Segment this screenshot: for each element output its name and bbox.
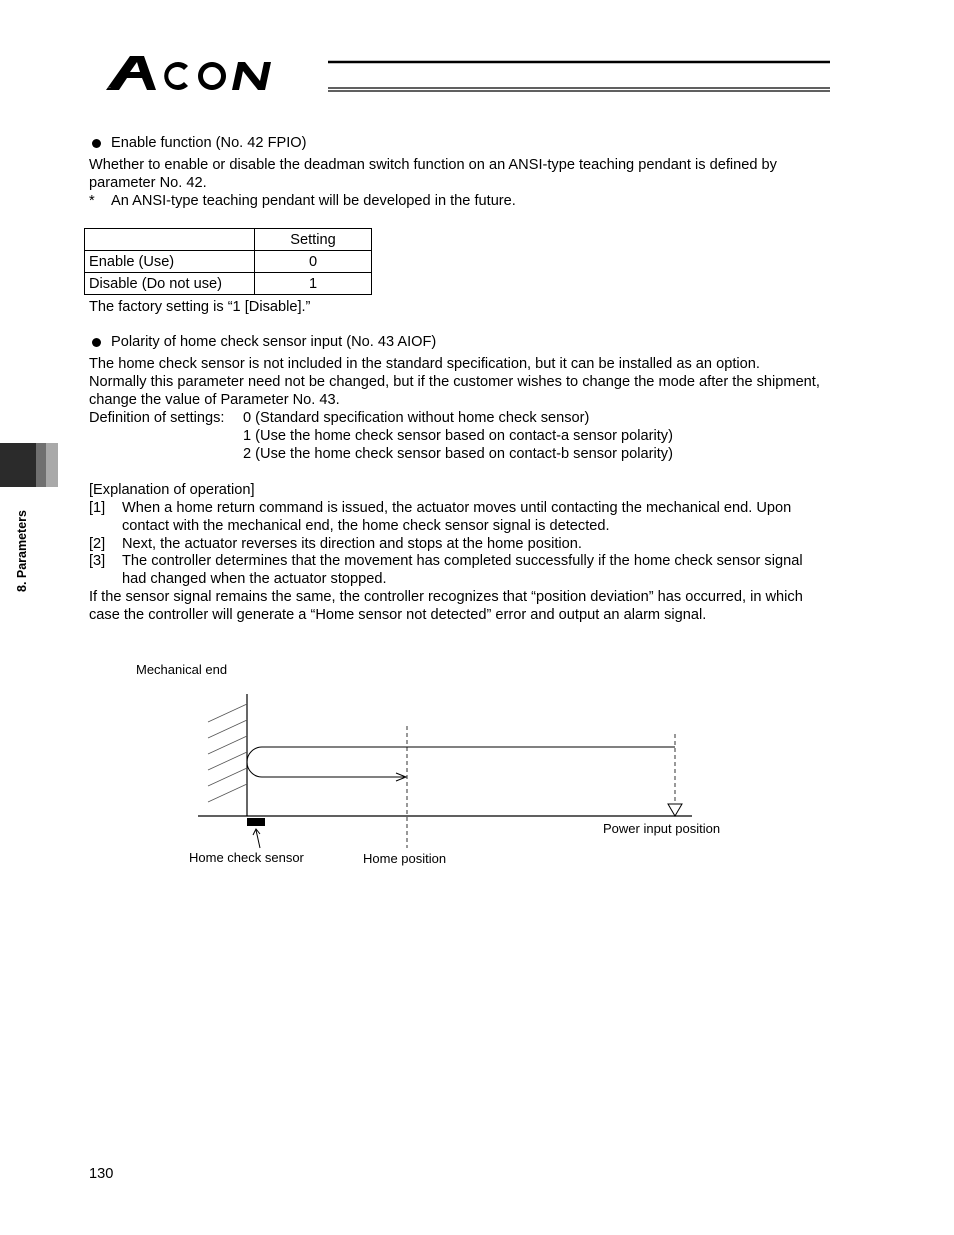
table-cell-value: 1 [255,273,372,295]
side-tab-stripe [36,443,46,487]
paragraph-line: The home check sensor is not included in the standard specification, but it can be installed as an option. [89,356,760,372]
table-cell-label: Disable (Do not use) [85,273,255,295]
definition-option: 0 (Standard specification without home check sensor) [243,410,590,426]
section-heading: Polarity of home check sensor input (No. 43 AIOF) [111,334,437,350]
note-text: An ANSI-type teaching pendant will be developed in the future. [111,193,516,209]
note-mark: * [89,193,95,209]
definition-option: 2 (Use the home check sensor based on contact-b sensor polarity) [243,446,673,462]
definition-label: Definition of settings: [89,410,225,426]
table-cell [85,229,255,251]
table-cell-value: 0 [255,251,372,273]
table-cell-label: Enable (Use) [85,251,255,273]
table-header-row [85,229,372,251]
step-text: contact with the mechanical end, the home check sensor signal is detected. [122,518,610,534]
explanation-title: [Explanation of operation] [89,482,255,498]
bullet-icon [92,139,101,148]
section-heading: Enable function (No. 42 FPIO) [111,135,307,151]
page-number: 130 [89,1166,114,1182]
setting-table [84,228,372,295]
acon-logo [100,48,840,98]
paragraph-line: parameter No. 42. [89,175,207,191]
step-number: [1] [89,500,106,516]
step-text: Next, the actuator reverses its direction and stops at the home position. [122,536,582,552]
table-row [85,273,372,295]
side-tab-stripe-light [46,443,58,487]
closing-text: case the controller will generate a “Home sensor not detected” error and output an alarm signal. [89,607,707,623]
step-number: [3] [89,553,106,569]
table-header-setting: Setting [255,229,372,251]
home-check-sensor-label: Home check sensor [189,850,304,865]
mechanical-end-label: Mechanical end [136,662,228,677]
home-position-label: Home position [363,851,447,866]
power-input-position-label: Power input position [603,821,721,836]
closing-text: If the sensor signal remains the same, the controller recognizes that “position deviation” has occurred, in which [89,589,803,605]
factory-note: The factory setting is “1 [Disable].” [89,299,311,315]
side-tab-block [0,443,36,487]
step-text: had changed when the actuator stopped. [122,571,387,587]
paragraph-line: Whether to enable or disable the deadman switch function on an ANSI-type teaching pendant is defined by [89,157,777,173]
step-text: The controller determines that the movement has completed successfully if the home check sensor signal [122,553,803,569]
table-row [85,251,372,273]
paragraph-line: change the value of Parameter No. 43. [89,392,340,408]
bullet-icon [92,338,101,347]
paragraph-line: Normally this parameter need not be changed, but if the customer wishes to change the mode after the shipment, [89,374,820,390]
side-tab-label: 8. Parameters [15,509,29,593]
step-number: [2] [89,536,106,552]
definition-option: 1 (Use the home check sensor based on contact-a sensor polarity) [243,428,673,444]
svg-text:ACON: ACON [108,88,111,89]
step-text: When a home return command is issued, the actuator moves until contacting the mechanical end. Upon [122,500,792,516]
